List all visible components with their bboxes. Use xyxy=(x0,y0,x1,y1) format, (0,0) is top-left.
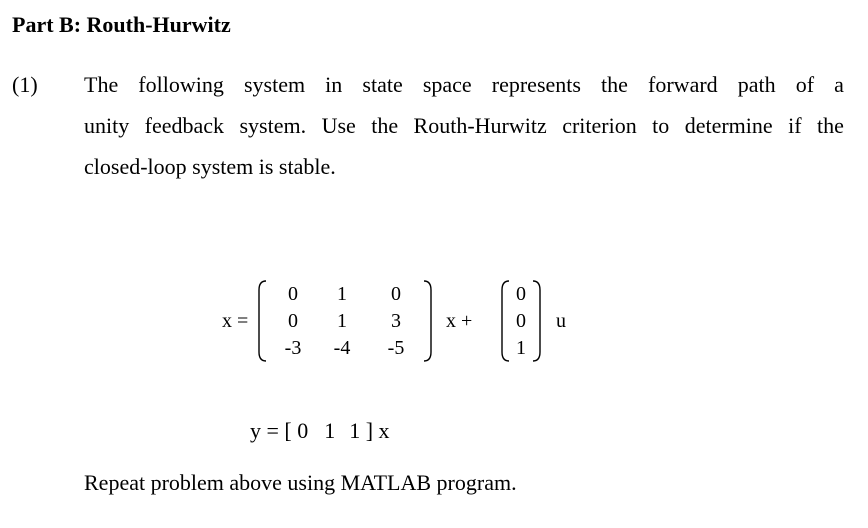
word: The xyxy=(84,72,119,97)
matrix-a-cell: 3 xyxy=(391,310,401,332)
problem-text-line-3: closed-loop system is stable. xyxy=(84,154,336,179)
matrix-b-cell: 0 xyxy=(516,310,526,332)
matrix-a-cell: 0 xyxy=(288,310,298,332)
word: Routh-Hurwitz xyxy=(413,113,547,138)
matrix-a-right-bracket xyxy=(424,281,431,361)
matrix-a-cell: 0 xyxy=(391,283,401,305)
word: Use xyxy=(321,113,356,138)
word: a xyxy=(834,72,844,97)
matrix-a-cell: -4 xyxy=(333,337,351,359)
word: criterion xyxy=(562,113,637,138)
word: of xyxy=(795,72,815,97)
matrix-a-cell: -3 xyxy=(284,337,302,359)
state-u-term: u xyxy=(556,310,566,332)
matrix-a-cell: 1 xyxy=(337,310,347,332)
instruction-text: Repeat problem above using MATLAB program. xyxy=(84,470,517,495)
word: in xyxy=(325,72,343,97)
matrix-a-left-bracket xyxy=(259,281,266,361)
word: unity xyxy=(84,113,130,138)
word: the xyxy=(817,113,844,138)
word: system. xyxy=(239,113,307,138)
word: the xyxy=(601,72,628,97)
word: space xyxy=(422,72,472,97)
word: following xyxy=(138,72,224,97)
section-heading: Part B: Routh-Hurwitz xyxy=(12,12,231,37)
word: the xyxy=(371,113,399,138)
output-lhs: y = [ 0 xyxy=(250,418,309,443)
state-lhs: x = xyxy=(222,310,249,332)
matrix-a-cell: 0 xyxy=(288,283,298,305)
matrix-a-cell: -5 xyxy=(387,337,405,359)
word: path xyxy=(737,72,776,97)
word: represents xyxy=(491,72,581,97)
matrix-b-cell: 0 xyxy=(516,283,526,305)
output-c3: 1 ] x xyxy=(349,418,390,443)
word: state xyxy=(362,72,403,97)
state-x-term: x + xyxy=(446,310,473,332)
problem-number: (1) xyxy=(12,72,38,97)
word: if xyxy=(788,113,802,138)
word: feedback xyxy=(144,113,225,138)
word: determine xyxy=(684,113,773,138)
output-c2: 1 xyxy=(324,418,336,443)
word: forward xyxy=(648,72,718,97)
matrix-a-cell: 1 xyxy=(337,283,347,305)
word: to xyxy=(652,113,670,138)
output-equation xyxy=(250,418,390,444)
matrix-b-cell: 1 xyxy=(516,337,526,359)
word: system xyxy=(243,72,306,97)
